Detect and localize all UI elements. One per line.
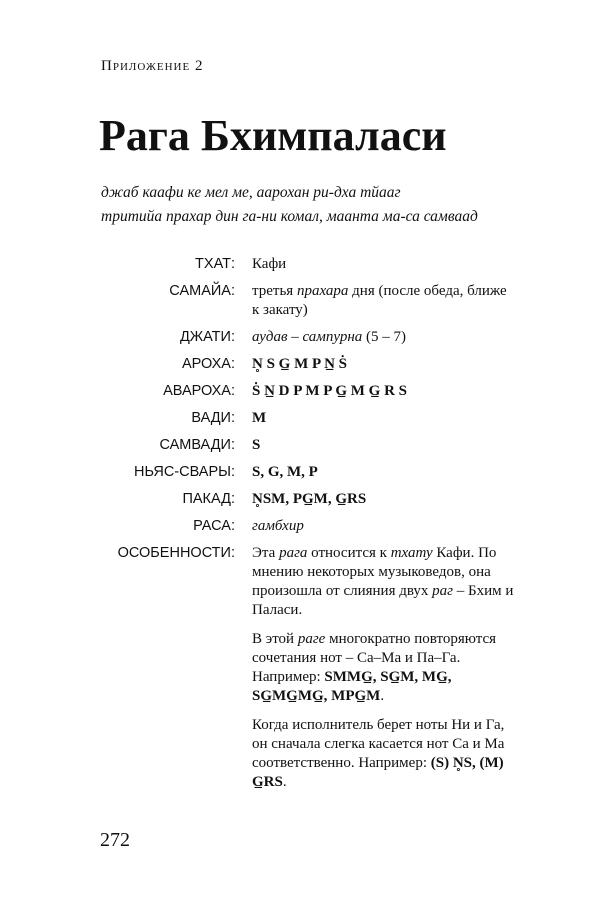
row-value: N̥ S G̲ M P N̲ Ṡ [252, 356, 348, 372]
page-title: Рага Бхимпаласи [99, 111, 447, 160]
row-jati [0, 328, 600, 347]
row-label: АВАРОХА: [163, 383, 235, 399]
row-value [252, 282, 517, 320]
row-label: САМВАДИ: [159, 437, 235, 453]
term-italic: раге [297, 631, 326, 647]
raga-properties [0, 255, 600, 800]
row-rasa [0, 517, 600, 536]
term-italic: раг [432, 583, 454, 599]
row-vadi [0, 409, 600, 428]
row-nyas-svara [0, 463, 600, 482]
page-number: 272 [100, 829, 130, 851]
features-paragraph [252, 630, 517, 706]
text-fragment: Эта [252, 545, 280, 561]
text-fragment: – Бхим и Паласи. [252, 583, 514, 618]
row-samvadi [0, 436, 600, 455]
row-label: АРОХА: [181, 356, 235, 372]
features-paragraph [252, 716, 517, 792]
row-label: ОСОБЕННОСТИ: [117, 545, 235, 561]
term-italic: рага [279, 545, 308, 561]
text-fragment: многократно повторяются сочетания нот – Са–Ма и Па–Га. Например: [252, 631, 497, 685]
row-samay [0, 282, 600, 320]
row-value: Кафи [252, 256, 287, 272]
row-label: ТХАТ: [195, 256, 235, 272]
text-fragment: дня (после обеда, ближе к закату) [252, 283, 507, 318]
term-italic: аудав – сампурна [252, 329, 363, 345]
row-value [252, 328, 517, 347]
row-avaroha [0, 382, 600, 401]
notation-bold: (S) N̥S, (M) G̲RS [252, 755, 504, 790]
row-label: РАСА: [193, 518, 235, 534]
row-aroha [0, 355, 600, 374]
row-value: S, G, M, P [252, 464, 318, 480]
row-value: N̥SM, PG̲M, G̲RS [252, 491, 367, 507]
term-italic: тхату [390, 545, 433, 561]
text-fragment: Кафи. По мнению некоторых музыковедов, она произошла от слияния двух [252, 545, 497, 599]
text-fragment: Когда исполнитель берет ноты Ни и Га, он сначала слегка касается нот Са и Ма соответственно. Например: [252, 717, 505, 771]
appendix-label: Приложение 2 [101, 58, 204, 74]
row-value: Ṡ N̲ D P M P G̲ M G̲ R S [252, 383, 408, 399]
row-label: НЬЯС-СВАРЫ: [134, 464, 235, 480]
epigraph-line: тритийа прахар дин га-ни комал, маанта ма-са самваад [101, 208, 478, 225]
text-fragment: . [380, 688, 385, 704]
row-value: S [252, 437, 261, 453]
row-label: ПАКАД: [182, 491, 235, 507]
row-pakad [0, 490, 600, 509]
row-features [0, 544, 600, 792]
row-label: САМАЙА: [169, 283, 235, 299]
text-fragment: . [282, 774, 287, 790]
features-paragraph [252, 544, 517, 620]
term-italic: прахара [296, 283, 349, 299]
row-value: гамбхир [252, 518, 304, 534]
row-that [0, 255, 600, 274]
notation-bold: SMMG̲, SG̲M, MG̲, SG̲MG̲MG̲, MPG̲M [252, 669, 452, 704]
text-fragment: В этой [252, 631, 298, 647]
row-label: ВАДИ: [191, 410, 235, 426]
text-fragment: относится к [307, 545, 391, 561]
epigraph [101, 181, 478, 229]
epigraph-line: джаб каафи ке мел ме, аарохан ри-дха тйааг [101, 184, 401, 201]
row-value [252, 544, 517, 792]
row-value: M [252, 410, 267, 426]
row-label: ДЖАТИ: [179, 329, 235, 345]
text-fragment: (5 – 7) [362, 329, 407, 345]
text-fragment: третья [252, 283, 297, 299]
